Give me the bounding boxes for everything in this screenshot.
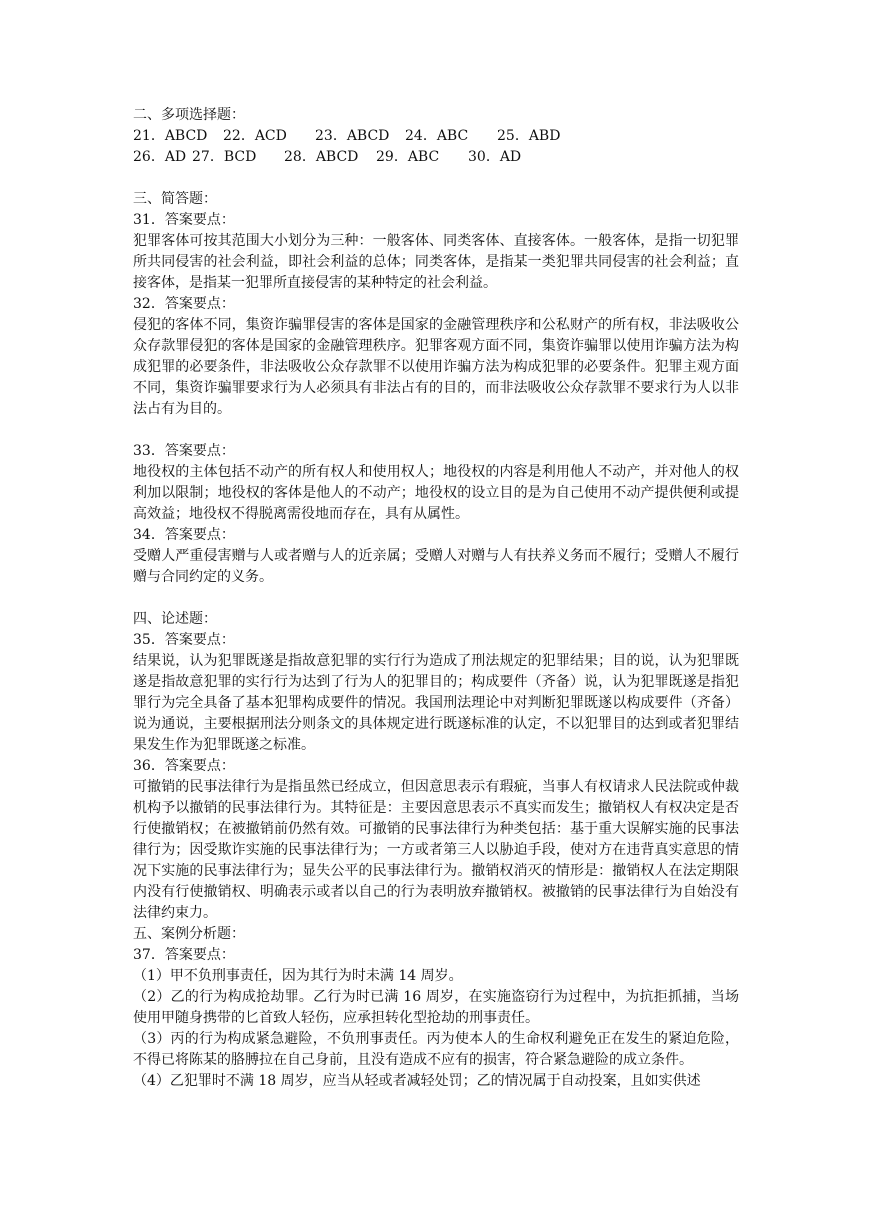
question-37-item-2: （2）乙的行为构成抢劫罪。乙行为时已满 16 周岁，在实施盗窃行为过程中，为抗拒抓捕，当场使用甲随身携带的匕首致人轻伤，应承担转化型抢劫的刑事责任。 — [133, 989, 739, 1026]
question-35-label: 35．答案要点： — [133, 632, 235, 648]
section-heading-case-analysis: 五、案例分析题： — [133, 926, 245, 942]
question-36-label: 36．答案要点： — [133, 758, 235, 774]
answer-28: 28．ABCD — [284, 149, 359, 165]
answer-22: 22．ACD — [223, 128, 287, 144]
question-37-label: 37．答案要点： — [133, 947, 235, 963]
question-37-item-1: （1）甲不负刑事责任，因为其行为时未满 14 周岁。 — [133, 968, 463, 984]
spacer — [133, 420, 739, 441]
question-34-answer: 受赠人严重侵害赠与人或者赠与人的近亲属；受赠人对赠与人有扶养义务而不履行；受赠人不履行赠与合同约定的义务。 — [133, 548, 739, 585]
question-35-answer: 结果说，认为犯罪既遂是指故意犯罪的实行行为造成了刑法规定的犯罪结果；目的说，认为犯罪既遂是指故意犯罪的实行行为达到了行为人的犯罪目的；构成要件（齐备）说，认为犯罪既遂是指犯罪行为完全具备了基本犯罪构成要件的情况。我国刑法理论中对判断犯罪既遂以构成要件（齐备）说为通说，主要根据刑法分则条文的具体规定进行既遂标准的认定，不以犯罪目的达到或者犯罪结果发生作为犯罪既遂之标准。 — [133, 653, 739, 753]
answer-25: 25．ABD — [497, 128, 561, 144]
answer-29: 29．ABC — [376, 149, 440, 165]
answer-21: 21．ABCD — [133, 128, 208, 144]
section-heading-short-answer: 三、简答题： — [133, 191, 217, 207]
answer-27: 27．BCD — [192, 149, 257, 165]
section-heading-multiple-choice: 二、多项选择题： — [133, 107, 245, 123]
answer-30: 30．AD — [468, 149, 522, 165]
answer-24: 24．ABC — [405, 128, 469, 144]
question-32-label: 32．答案要点： — [133, 296, 235, 312]
question-31-answer: 犯罪客体可按其范围大小划分为三种：一般客体、同类客体、直接客体。一般客体，是指一切犯罪所共同侵害的社会利益，即社会利益的总体；同类客体，是指某一类犯罪共同侵害的社会利益；直接客体，是指某一犯罪所直接侵害的某种特定的社会利益。 — [133, 233, 739, 291]
question-32-answer: 侵犯的客体不同，集资诈骗罪侵害的客体是国家的金融管理秩序和公私财产的所有权，非法吸收公众存款罪侵犯的客体是国家的金融管理秩序。犯罪客观方面不同，集资诈骗罪以使用诈骗方法为构成犯罪的必要条件，非法吸收公众存款罪不以使用诈骗方法为构成犯罪的必要条件。犯罪主观方面不同，集资诈骗罪要求行为人必须具有非法占有的目的，而非法吸收公众存款罪不要求行为人以非法占有为目的。 — [133, 317, 739, 417]
question-31-label: 31．答案要点： — [133, 212, 235, 228]
spacer — [133, 168, 739, 189]
question-33-answer: 地役权的主体包括不动产的所有权人和使用权人；地役权的内容是利用他人不动产，并对他人的权利加以限制；地役权的客体是他人的不动产；地役权的设立目的是为自己使用不动产提供便利或提高效益；地役权不得脱离需役地而存在，具有从属性。 — [133, 464, 739, 522]
answer-row-21-25 — [133, 126, 739, 147]
answer-26: 26．AD — [133, 149, 187, 165]
question-37-item-3: （3）丙的行为构成紧急避险，不负刑事责任。丙为使本人的生命权利避免正在发生的紧迫危险，不得已将陈某的胳膊拉在自己身前，且没有造成不应有的损害，符合紧急避险的成立条件。 — [133, 1031, 739, 1068]
answer-row-26-30 — [133, 147, 739, 168]
document-body — [133, 105, 739, 1092]
question-37-item-4: （4）乙犯罪时不满 18 周岁，应当从轻或者减轻处罚；乙的情况属于自动投案，且如实供述 — [133, 1073, 701, 1089]
question-34-label: 34．答案要点： — [133, 527, 235, 543]
answer-23: 23．ABCD — [315, 128, 390, 144]
section-heading-essay: 四、论述题： — [133, 611, 217, 627]
question-33-label: 33．答案要点： — [133, 443, 235, 459]
question-36-answer: 可撤销的民事法律行为是指虽然已经成立，但因意思表示有瑕疵，当事人有权请求人民法院或仲裁机构予以撤销的民事法律行为。其特征是：主要因意思表示不真实而发生；撤销权人有权决定是否行使撤销权；在被撤销前仍然有效。可撤销的民事法律行为种类包括：基于重大误解实施的民事法律行为；因受欺诈实施的民事法律行为；一方或者第三人以胁迫手段，使对方在违背真实意思的情况下实施的民事法律行为；显失公平的民事法律行为。撤销权消灭的情形是：撤销权人在法定期限内没有行使撤销权、明确表示或者以自己的行为表明放弃撤销权。被撤销的民事法律行为自始没有法律约束力。 — [133, 779, 739, 921]
spacer — [133, 588, 739, 609]
